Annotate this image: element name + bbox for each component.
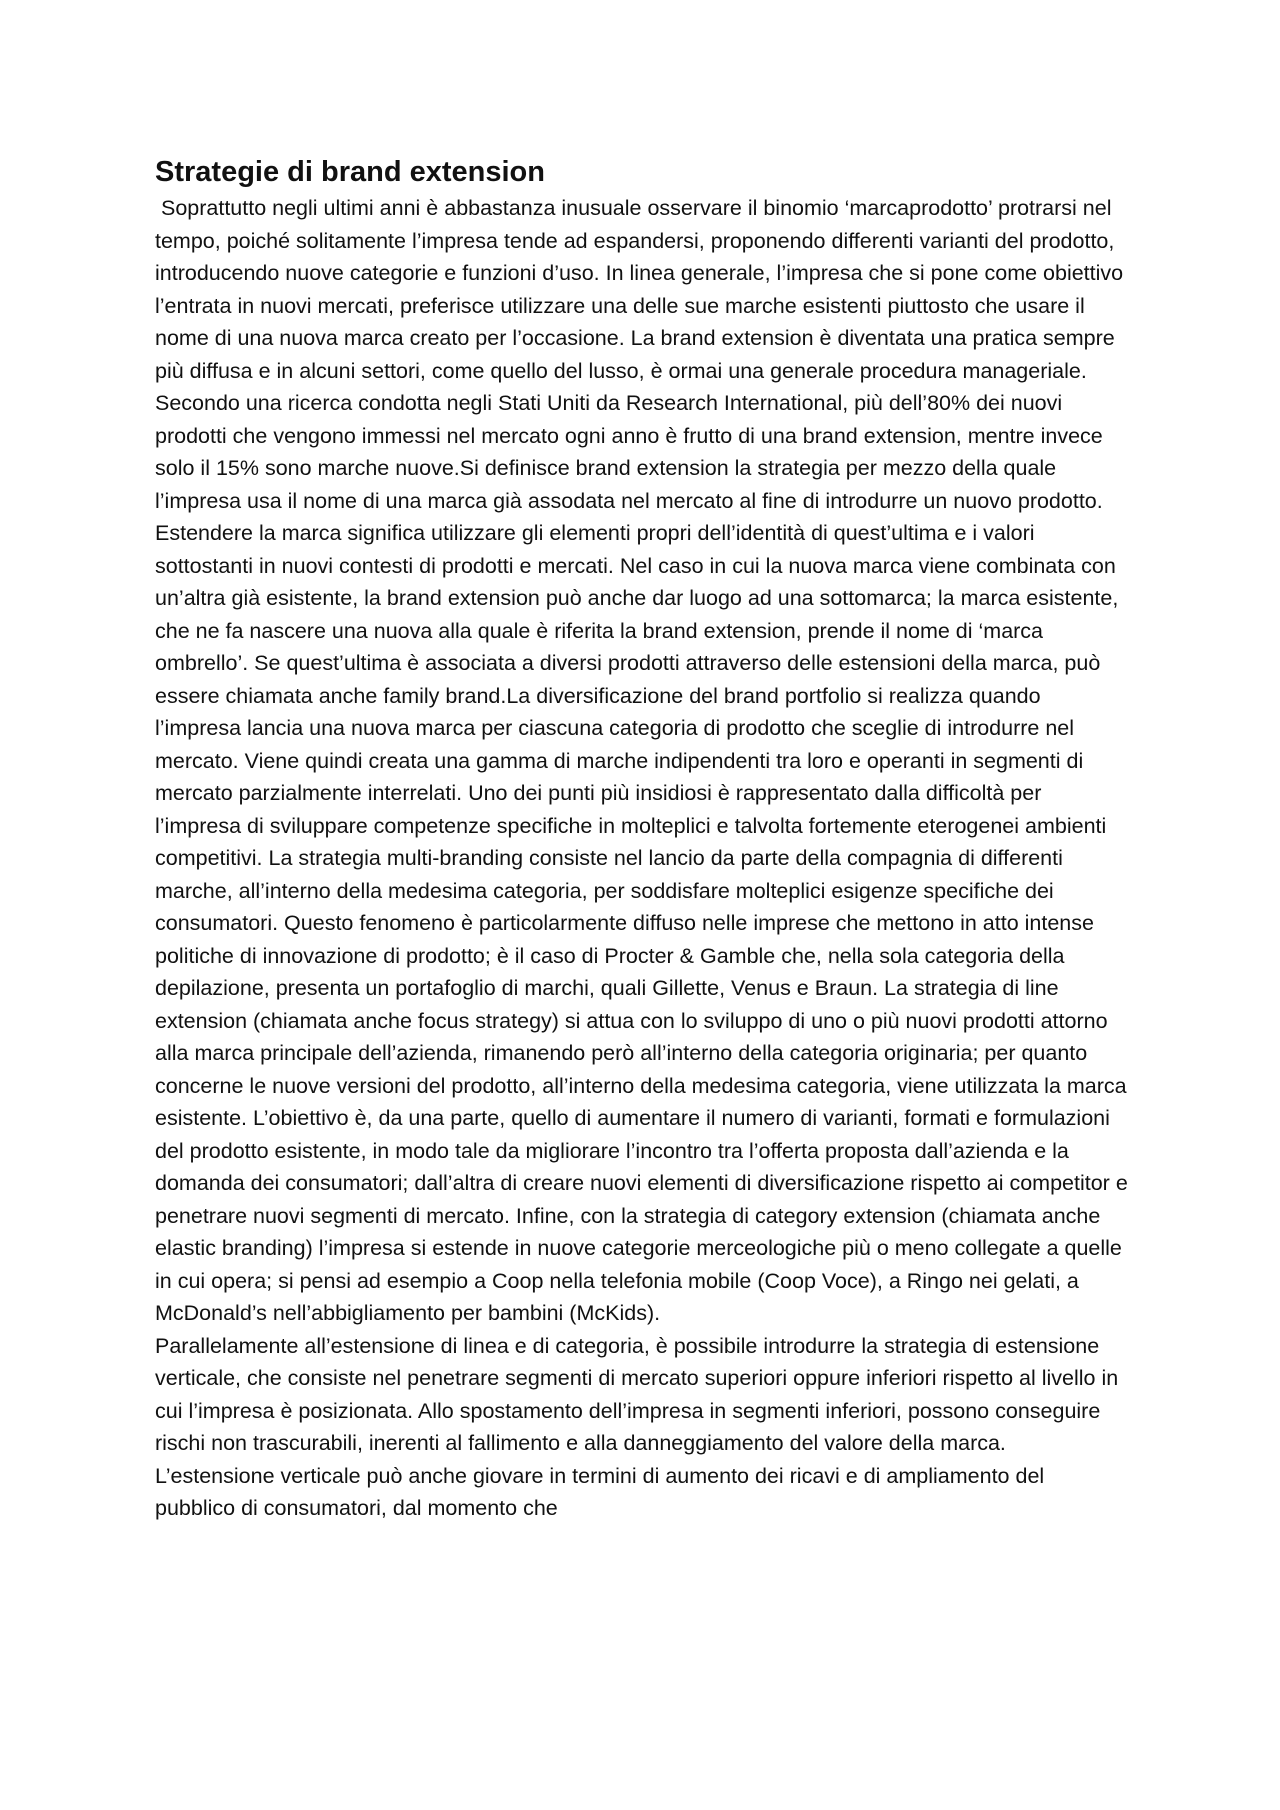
document-body: [155, 152, 1134, 1525]
paragraph: Parallelamente all’estensione di linea e di categoria, è possibile introdurre la strategia di estensione verticale, che consiste nel penetrare segmenti di mercato superiori oppure inferiori rispetto al livello in cui l’impresa è posizionata. Allo spostamento dell’impresa in segmenti inferiori, possono conseguire rischi non trascurabili, inerenti al fallimento e alla danneggiamento del valore della marca. L’estensione verticale può anche giovare in termini di aumento dei ricavi e di ampliamento del pubblico di consumatori, dal momento che: [155, 1333, 1125, 1520]
paragraph: Soprattutto negli ultimi anni è abbastanza inusuale osservare il binomio ‘marcaprodotto’ protrarsi nel tempo, poiché solitamente l’impresa tende ad espandersi, proponendo differenti varianti del prodotto, introducendo nuove categorie e funzioni d’uso. In linea generale, l’impresa che si pone come obiettivo l’entrata in nuovi mercati, preferisce utilizzare una delle sue marche esistenti piuttosto che usare il nome di una nuova marca creato per l’occasione. La brand extension è diventata una pratica sempre più diffusa e in alcuni settori, come quello del lusso, è ormai una generale procedura manageriale. Secondo una ricerca condotta negli Stati Uniti da Research International, più dell’80% dei nuovi prodotti che vengono immessi nel mercato ogni anno è frutto di una brand extension, mentre invece solo il 15% sono marche nuove.Si definisce brand extension la strategia per mezzo della quale l’impresa usa il nome di una marca già assodata nel mercato al fine di introdurre un nuovo prodotto. Estendere la marca significa utilizzare gli elementi propri dell’identità di quest’ultima e i valori sottostanti in nuovi contesti di prodotti e mercati. Nel caso in cui la nuova marca viene combinata con un’altra già esistente, la brand extension può anche dar luogo ad una sottomarca; la marca esistente, che ne fa nascere una nuova alla quale è riferita la brand extension, prende il nome di ‘marca ombrello’. Se quest’ultima è associata a diversi prodotti attraverso delle estensioni della marca, può essere chiamata anche family brand.La diversificazione del brand portfolio si realizza quando l’impresa lancia una nuova marca per ciascuna categoria di prodotto che sceglie di introdurre nel mercato. Viene quindi creata una gamma di marche indipendenti tra loro e operanti in segmenti di mercato parzialmente interrelati. Uno dei punti più insidiosi è rappresentato dalla difficoltà per l’impresa di sviluppare competenze specifiche in molteplici e talvolta fortemente eterogenei ambienti competitivi. La strategia multi-branding consiste nel lancio da parte della compagnia di differenti marche, all’interno della medesima categoria, per soddisfare molteplici esigenze specifiche dei consumatori. Questo fenomeno è particolarmente diffuso nelle imprese che mettono in atto intense politiche di innovazione di prodotto; è il caso di Procter & Gamble che, nella sola categoria della depilazione, presenta un portafoglio di marchi, quali Gillette, Venus e Braun. La strategia di line extension (chiamata anche focus strategy) si attua con lo sviluppo di uno o più nuovi prodotti attorno alla marca principale dell’azienda, rimanendo però all’interno della categoria originaria; per quanto concerne le nuove versioni del prodotto, all’interno della medesima categoria, viene utilizzata la marca esistente. L’obiettivo è, da una parte, quello di aumentare il numero di varianti, formati e formulazioni del prodotto esistente, in modo tale da migliorare l’incontro tra l’offerta proposta dall’azienda e la domanda dei consumatori; dall’altra di creare nuovi elementi di diversificazione rispetto ai competitor e penetrare nuovi segmenti di mercato. Infine, con la strategia di category extension (chiamata anche elastic branding) l’impresa si estende in nuove categorie merceologiche più o meno collegate a quelle in cui opera; si pensi ad esempio a Coop nella telefonia mobile (Coop Voce), a Ringo nei gelati, a McDonald’s nell’abbigliamento per bambini (McKids).: [155, 196, 1134, 1325]
document-title: Strategie di brand extension: [155, 156, 545, 188]
